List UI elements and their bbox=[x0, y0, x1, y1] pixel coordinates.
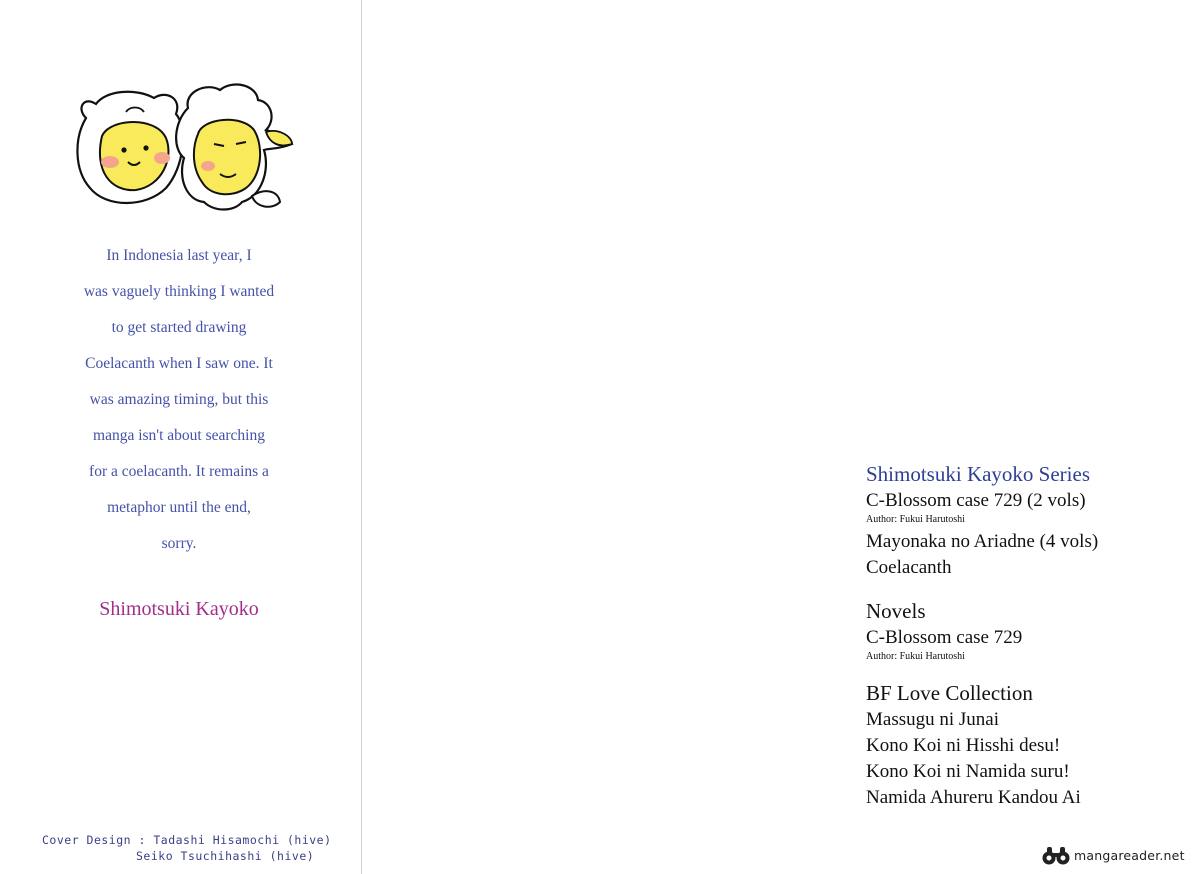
section-title: BF Love Collection bbox=[866, 681, 1033, 705]
book-title: C-Blossom case 729 bbox=[866, 627, 1023, 648]
bibliography bbox=[866, 460, 1098, 827]
book-title: C-Blossom case 729 (2 vols) bbox=[866, 490, 1086, 511]
section-title: Novels bbox=[866, 599, 926, 623]
author-note bbox=[40, 238, 318, 562]
note-line: manga isn't about searching bbox=[93, 427, 265, 444]
author-signature: Shimotsuki Kayoko bbox=[99, 598, 259, 620]
book-title: Namida Ahureru Kandou Ai bbox=[866, 787, 1081, 808]
book-title: Massugu ni Junai bbox=[866, 709, 999, 730]
inner-flap bbox=[0, 0, 361, 874]
binoculars-icon bbox=[1040, 844, 1072, 866]
note-line: was amazing timing, but this bbox=[89, 391, 269, 408]
note-line: was vaguely thinking I wanted bbox=[83, 283, 275, 300]
book-title: Coelacanth bbox=[866, 557, 952, 578]
cover-design-credits bbox=[42, 832, 332, 864]
bf-love-collection-section bbox=[866, 679, 1098, 811]
book-author: Author: Fukui Harutoshi bbox=[866, 651, 965, 662]
note-line: In Indonesia last year, I bbox=[106, 247, 252, 264]
page-fold-divider bbox=[361, 0, 362, 874]
novels-section bbox=[866, 597, 1098, 663]
book-title: Kono Koi ni Namida suru! bbox=[866, 761, 1070, 782]
section-title: Shimotsuki Kayoko Series bbox=[866, 462, 1090, 486]
book-author: Author: Fukui Harutoshi bbox=[866, 514, 965, 525]
book-title: Kono Koi ni Hisshi desu! bbox=[866, 735, 1061, 756]
chick-character bbox=[77, 92, 182, 203]
sheep-character bbox=[176, 85, 292, 210]
site-watermark bbox=[1040, 842, 1200, 868]
watermark-text: mangareader.net bbox=[1074, 847, 1185, 863]
note-line: for a coelacanth. It remains a bbox=[89, 463, 269, 480]
credit-line: Seiko Tsuchihashi (hive) bbox=[136, 849, 315, 863]
credit-line: Cover Design : Tadashi Hisamochi (hive) bbox=[42, 833, 332, 847]
note-line: metaphor until the end, bbox=[107, 499, 251, 516]
mascot-illustration bbox=[66, 78, 298, 218]
note-line: sorry. bbox=[161, 535, 197, 552]
note-line: Coelacanth when I saw one. It bbox=[85, 355, 273, 372]
series-section bbox=[866, 460, 1098, 581]
book-title: Mayonaka no Ariadne (4 vols) bbox=[866, 531, 1099, 552]
note-line: to get started drawing bbox=[111, 319, 247, 336]
